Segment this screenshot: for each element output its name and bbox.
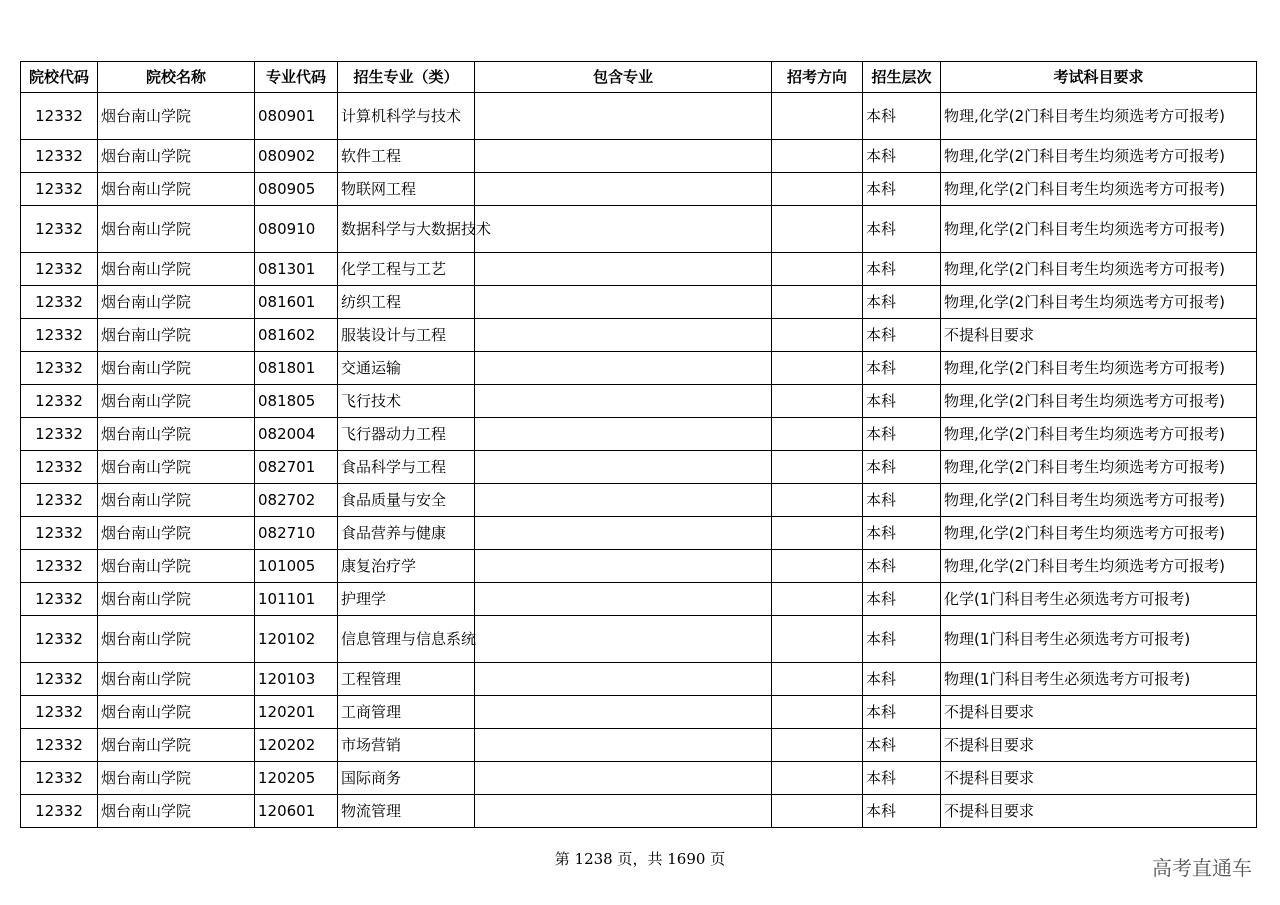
cell-school-name: 烟台南山学院 xyxy=(98,583,255,616)
cell-major: 物流管理 xyxy=(338,795,475,828)
cell-major: 食品营养与健康 xyxy=(338,517,475,550)
cell-school-code: 12332 xyxy=(21,140,98,173)
cell-major-code: 120103 xyxy=(255,663,338,696)
cell-school-code: 12332 xyxy=(21,517,98,550)
cell-direction xyxy=(772,451,863,484)
header-requirement: 考试科目要求 xyxy=(941,62,1257,93)
cell-school-name: 烟台南山学院 xyxy=(98,385,255,418)
cell-included-majors xyxy=(475,795,772,828)
cell-school-code: 12332 xyxy=(21,484,98,517)
cell-included-majors xyxy=(475,484,772,517)
cell-included-majors xyxy=(475,451,772,484)
cell-requirement: 物理,化学(2门科目考生均须选考方可报考) xyxy=(941,140,1257,173)
cell-included-majors xyxy=(475,663,772,696)
header-row xyxy=(21,62,1257,93)
cell-major-code: 082702 xyxy=(255,484,338,517)
cell-requirement: 化学(1门科目考生必须选考方可报考) xyxy=(941,583,1257,616)
cell-requirement: 物理,化学(2门科目考生均须选考方可报考) xyxy=(941,352,1257,385)
cell-school-name: 烟台南山学院 xyxy=(98,253,255,286)
cell-included-majors xyxy=(475,729,772,762)
cell-requirement: 物理,化学(2门科目考生均须选考方可报考) xyxy=(941,418,1257,451)
cell-school-code: 12332 xyxy=(21,729,98,762)
cell-school-name: 烟台南山学院 xyxy=(98,696,255,729)
cell-major: 服装设计与工程 xyxy=(338,319,475,352)
header-included-majors: 包含专业 xyxy=(475,62,772,93)
cell-included-majors xyxy=(475,93,772,140)
table-row xyxy=(21,352,1257,385)
cell-major-code: 081805 xyxy=(255,385,338,418)
cell-level: 本科 xyxy=(863,795,941,828)
cell-school-name: 烟台南山学院 xyxy=(98,663,255,696)
cell-level: 本科 xyxy=(863,517,941,550)
table-row xyxy=(21,550,1257,583)
cell-level: 本科 xyxy=(863,484,941,517)
cell-direction xyxy=(772,762,863,795)
cell-included-majors xyxy=(475,550,772,583)
cell-requirement: 不提科目要求 xyxy=(941,762,1257,795)
cell-major-code: 120205 xyxy=(255,762,338,795)
cell-level: 本科 xyxy=(863,206,941,253)
cell-direction xyxy=(772,550,863,583)
cell-school-code: 12332 xyxy=(21,319,98,352)
cell-major-code: 101005 xyxy=(255,550,338,583)
cell-requirement: 物理,化学(2门科目考生均须选考方可报考) xyxy=(941,451,1257,484)
cell-level: 本科 xyxy=(863,696,941,729)
cell-included-majors xyxy=(475,762,772,795)
cell-level: 本科 xyxy=(863,762,941,795)
cell-requirement: 物理,化学(2门科目考生均须选考方可报考) xyxy=(941,385,1257,418)
table-body xyxy=(21,93,1257,828)
cell-included-majors xyxy=(475,583,772,616)
cell-school-code: 12332 xyxy=(21,173,98,206)
cell-level: 本科 xyxy=(863,451,941,484)
table-row xyxy=(21,93,1257,140)
cell-requirement: 物理(1门科目考生必须选考方可报考) xyxy=(941,663,1257,696)
cell-major-code: 082701 xyxy=(255,451,338,484)
cell-direction xyxy=(772,173,863,206)
cell-major-code: 080905 xyxy=(255,173,338,206)
cell-requirement: 物理,化学(2门科目考生均须选考方可报考) xyxy=(941,173,1257,206)
cell-major-code: 080910 xyxy=(255,206,338,253)
cell-requirement: 物理(1门科目考生必须选考方可报考) xyxy=(941,616,1257,663)
cell-included-majors xyxy=(475,206,772,253)
header-direction: 招考方向 xyxy=(772,62,863,93)
cell-direction xyxy=(772,286,863,319)
cell-school-name: 烟台南山学院 xyxy=(98,517,255,550)
cell-school-code: 12332 xyxy=(21,550,98,583)
cell-major: 工程管理 xyxy=(338,663,475,696)
cell-major: 食品科学与工程 xyxy=(338,451,475,484)
cell-included-majors xyxy=(475,696,772,729)
cell-school-code: 12332 xyxy=(21,583,98,616)
cell-requirement: 物理,化学(2门科目考生均须选考方可报考) xyxy=(941,93,1257,140)
cell-included-majors xyxy=(475,352,772,385)
table-row xyxy=(21,140,1257,173)
header-school-code: 院校代码 xyxy=(21,62,98,93)
cell-school-name: 烟台南山学院 xyxy=(98,319,255,352)
cell-included-majors xyxy=(475,418,772,451)
cell-included-majors xyxy=(475,253,772,286)
cell-requirement: 物理,化学(2门科目考生均须选考方可报考) xyxy=(941,517,1257,550)
page-number: 第 1238 页，共 1690 页 xyxy=(554,850,726,868)
cell-school-name: 烟台南山学院 xyxy=(98,418,255,451)
cell-major: 信息管理与信息系统 xyxy=(338,616,475,663)
cell-requirement: 不提科目要求 xyxy=(941,696,1257,729)
cell-level: 本科 xyxy=(863,616,941,663)
header-level: 招生层次 xyxy=(863,62,941,93)
cell-direction xyxy=(772,583,863,616)
cell-direction xyxy=(772,206,863,253)
table-row xyxy=(21,795,1257,828)
cell-direction xyxy=(772,696,863,729)
cell-major: 飞行器动力工程 xyxy=(338,418,475,451)
cell-direction xyxy=(772,795,863,828)
cell-school-code: 12332 xyxy=(21,418,98,451)
cell-school-code: 12332 xyxy=(21,795,98,828)
cell-school-code: 12332 xyxy=(21,762,98,795)
cell-major: 纺织工程 xyxy=(338,286,475,319)
table-row xyxy=(21,762,1257,795)
cell-direction xyxy=(772,319,863,352)
table-row xyxy=(21,206,1257,253)
cell-school-name: 烟台南山学院 xyxy=(98,616,255,663)
cell-school-code: 12332 xyxy=(21,663,98,696)
cell-level: 本科 xyxy=(863,173,941,206)
cell-included-majors xyxy=(475,385,772,418)
cell-direction xyxy=(772,616,863,663)
table-row xyxy=(21,385,1257,418)
cell-school-name: 烟台南山学院 xyxy=(98,206,255,253)
cell-requirement: 不提科目要求 xyxy=(941,795,1257,828)
cell-major: 食品质量与安全 xyxy=(338,484,475,517)
cell-requirement: 物理,化学(2门科目考生均须选考方可报考) xyxy=(941,253,1257,286)
admissions-table xyxy=(20,61,1257,828)
cell-school-name: 烟台南山学院 xyxy=(98,762,255,795)
cell-level: 本科 xyxy=(863,550,941,583)
cell-level: 本科 xyxy=(863,93,941,140)
cell-direction xyxy=(772,418,863,451)
cell-included-majors xyxy=(475,286,772,319)
cell-major: 护理学 xyxy=(338,583,475,616)
table-row xyxy=(21,319,1257,352)
cell-school-name: 烟台南山学院 xyxy=(98,286,255,319)
cell-requirement: 不提科目要求 xyxy=(941,319,1257,352)
cell-school-code: 12332 xyxy=(21,286,98,319)
cell-major-code: 081602 xyxy=(255,319,338,352)
table-row xyxy=(21,484,1257,517)
header-major-code: 专业代码 xyxy=(255,62,338,93)
cell-direction xyxy=(772,517,863,550)
cell-school-name: 烟台南山学院 xyxy=(98,352,255,385)
cell-major-code: 120102 xyxy=(255,616,338,663)
cell-school-name: 烟台南山学院 xyxy=(98,173,255,206)
cell-major: 交通运输 xyxy=(338,352,475,385)
cell-school-code: 12332 xyxy=(21,616,98,663)
table-row xyxy=(21,253,1257,286)
cell-level: 本科 xyxy=(863,352,941,385)
cell-included-majors xyxy=(475,517,772,550)
cell-school-code: 12332 xyxy=(21,93,98,140)
cell-school-name: 烟台南山学院 xyxy=(98,795,255,828)
cell-major-code: 081301 xyxy=(255,253,338,286)
cell-major: 工商管理 xyxy=(338,696,475,729)
table-row xyxy=(21,451,1257,484)
cell-major-code: 120201 xyxy=(255,696,338,729)
cell-level: 本科 xyxy=(863,583,941,616)
cell-school-code: 12332 xyxy=(21,696,98,729)
cell-direction xyxy=(772,93,863,140)
cell-level: 本科 xyxy=(863,663,941,696)
cell-included-majors xyxy=(475,173,772,206)
cell-major-code: 082004 xyxy=(255,418,338,451)
cell-school-name: 烟台南山学院 xyxy=(98,451,255,484)
cell-major: 软件工程 xyxy=(338,140,475,173)
cell-major: 市场营销 xyxy=(338,729,475,762)
table-row xyxy=(21,173,1257,206)
cell-level: 本科 xyxy=(863,729,941,762)
cell-major: 国际商务 xyxy=(338,762,475,795)
table-row xyxy=(21,286,1257,319)
cell-school-name: 烟台南山学院 xyxy=(98,140,255,173)
header-school-name: 院校名称 xyxy=(98,62,255,93)
cell-requirement: 不提科目要求 xyxy=(941,729,1257,762)
table-row xyxy=(21,696,1257,729)
cell-school-code: 12332 xyxy=(21,253,98,286)
cell-school-name: 烟台南山学院 xyxy=(98,484,255,517)
cell-major: 化学工程与工艺 xyxy=(338,253,475,286)
cell-requirement: 物理,化学(2门科目考生均须选考方可报考) xyxy=(941,484,1257,517)
cell-major-code: 080901 xyxy=(255,93,338,140)
cell-major-code: 120601 xyxy=(255,795,338,828)
table-row xyxy=(21,729,1257,762)
cell-level: 本科 xyxy=(863,385,941,418)
cell-level: 本科 xyxy=(863,140,941,173)
table-row xyxy=(21,517,1257,550)
cell-major: 康复治疗学 xyxy=(338,550,475,583)
table-row xyxy=(21,616,1257,663)
cell-major-code: 101101 xyxy=(255,583,338,616)
cell-school-code: 12332 xyxy=(21,352,98,385)
cell-major-code: 082710 xyxy=(255,517,338,550)
cell-major: 飞行技术 xyxy=(338,385,475,418)
cell-major-code: 081601 xyxy=(255,286,338,319)
cell-included-majors xyxy=(475,319,772,352)
cell-level: 本科 xyxy=(863,253,941,286)
cell-school-name: 烟台南山学院 xyxy=(98,729,255,762)
cell-school-name: 烟台南山学院 xyxy=(98,550,255,583)
cell-direction xyxy=(772,253,863,286)
cell-major-code: 081801 xyxy=(255,352,338,385)
watermark: 高考直通车 xyxy=(1152,856,1252,880)
cell-school-code: 12332 xyxy=(21,385,98,418)
cell-direction xyxy=(772,352,863,385)
cell-direction xyxy=(772,663,863,696)
cell-included-majors xyxy=(475,616,772,663)
cell-requirement: 物理,化学(2门科目考生均须选考方可报考) xyxy=(941,550,1257,583)
cell-direction xyxy=(772,385,863,418)
cell-school-code: 12332 xyxy=(21,206,98,253)
table-row xyxy=(21,418,1257,451)
cell-major-code: 120202 xyxy=(255,729,338,762)
cell-major-code: 080902 xyxy=(255,140,338,173)
cell-level: 本科 xyxy=(863,319,941,352)
table-row xyxy=(21,663,1257,696)
cell-direction xyxy=(772,729,863,762)
cell-major: 计算机科学与技术 xyxy=(338,93,475,140)
cell-school-code: 12332 xyxy=(21,451,98,484)
cell-included-majors xyxy=(475,140,772,173)
cell-requirement: 物理,化学(2门科目考生均须选考方可报考) xyxy=(941,286,1257,319)
cell-requirement: 物理,化学(2门科目考生均须选考方可报考) xyxy=(941,206,1257,253)
cell-school-name: 烟台南山学院 xyxy=(98,93,255,140)
cell-level: 本科 xyxy=(863,286,941,319)
cell-level: 本科 xyxy=(863,418,941,451)
cell-direction xyxy=(772,484,863,517)
cell-major: 物联网工程 xyxy=(338,173,475,206)
table-row xyxy=(21,583,1257,616)
cell-major: 数据科学与大数据技术 xyxy=(338,206,475,253)
header-major: 招生专业（类） xyxy=(338,62,475,93)
cell-direction xyxy=(772,140,863,173)
